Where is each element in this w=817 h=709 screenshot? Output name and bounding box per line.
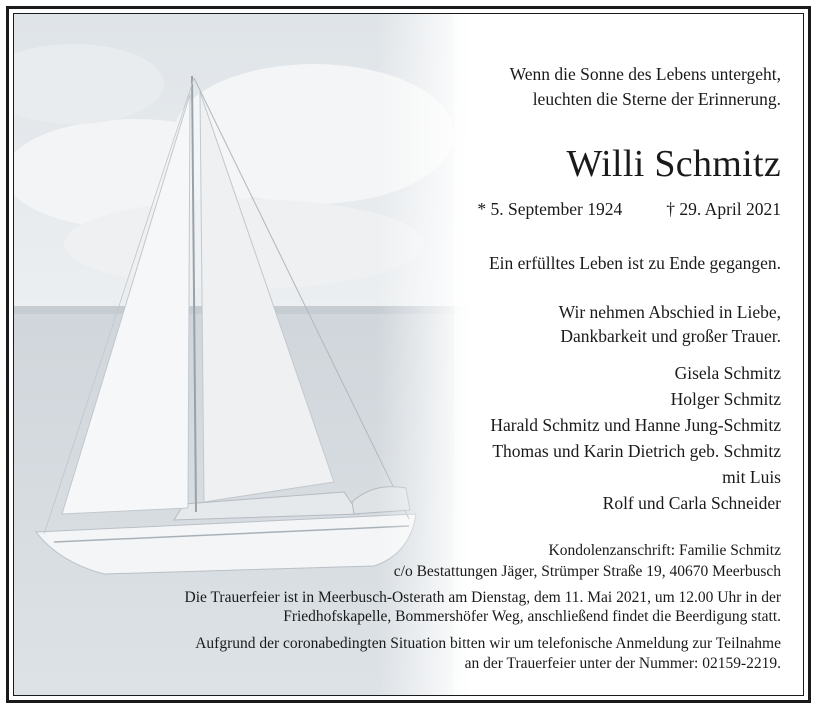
mourner-name: mit Luis	[722, 467, 781, 487]
death-date: † 29. April 2021	[666, 199, 781, 219]
memorial-verse	[510, 62, 781, 112]
notice-line: an der Trauerfeier unter der Nummer: 02159-2219.	[464, 655, 781, 672]
mourner-name: Harald Schmitz und Hanne Jung-Schmitz	[490, 415, 781, 435]
mourner-name: Rolf und Carla Schneider	[602, 493, 781, 513]
service-line: Die Trauerfeier ist in Meerbusch-Osterath am Dienstag, dem 11. Mai 2021, um 12.00 Uhr in der	[184, 589, 781, 606]
deceased-name: Willi Schmitz	[566, 143, 781, 185]
verse-line: Wenn die Sonne des Lebens untergeht,	[509, 64, 781, 84]
notice-line: Aufgrund der coronabedingten Situation bitten wir um telefonische Anmeldung zur Teilnahme	[195, 635, 781, 652]
verse-line: leuchten die Sterne der Erinnerung.	[532, 89, 781, 109]
service-line: Friedhofskapelle, Bommershöfer Weg, anschließend findet die Beerdigung statt.	[283, 608, 781, 625]
farewell-text	[559, 300, 781, 348]
birth-date: * 5. September 1924	[477, 199, 623, 219]
farewell-line: Wir nehmen Abschied in Liebe,	[558, 302, 781, 322]
mourner-name: Gisela Schmitz	[674, 363, 781, 383]
condolence-address	[394, 540, 781, 582]
service-info	[185, 588, 781, 626]
life-statement: Ein erfülltes Leben ist zu Ende gegangen.	[488, 253, 781, 273]
life-dates	[477, 198, 781, 220]
mourner-name: Thomas und Karin Dietrich geb. Schmitz	[492, 441, 781, 461]
condolence-line: c/o Bestattungen Jäger, Strümper Straße 19, 40670 Meerbusch	[393, 563, 781, 580]
mourner-name: Holger Schmitz	[670, 389, 781, 409]
farewell-line: Dankbarkeit und großer Trauer.	[560, 326, 781, 346]
condolence-line: Kondolenzanschrift: Familie Schmitz	[548, 542, 781, 559]
mourners-list	[490, 360, 781, 516]
obituary-card	[13, 13, 804, 696]
registration-notice	[195, 634, 781, 674]
